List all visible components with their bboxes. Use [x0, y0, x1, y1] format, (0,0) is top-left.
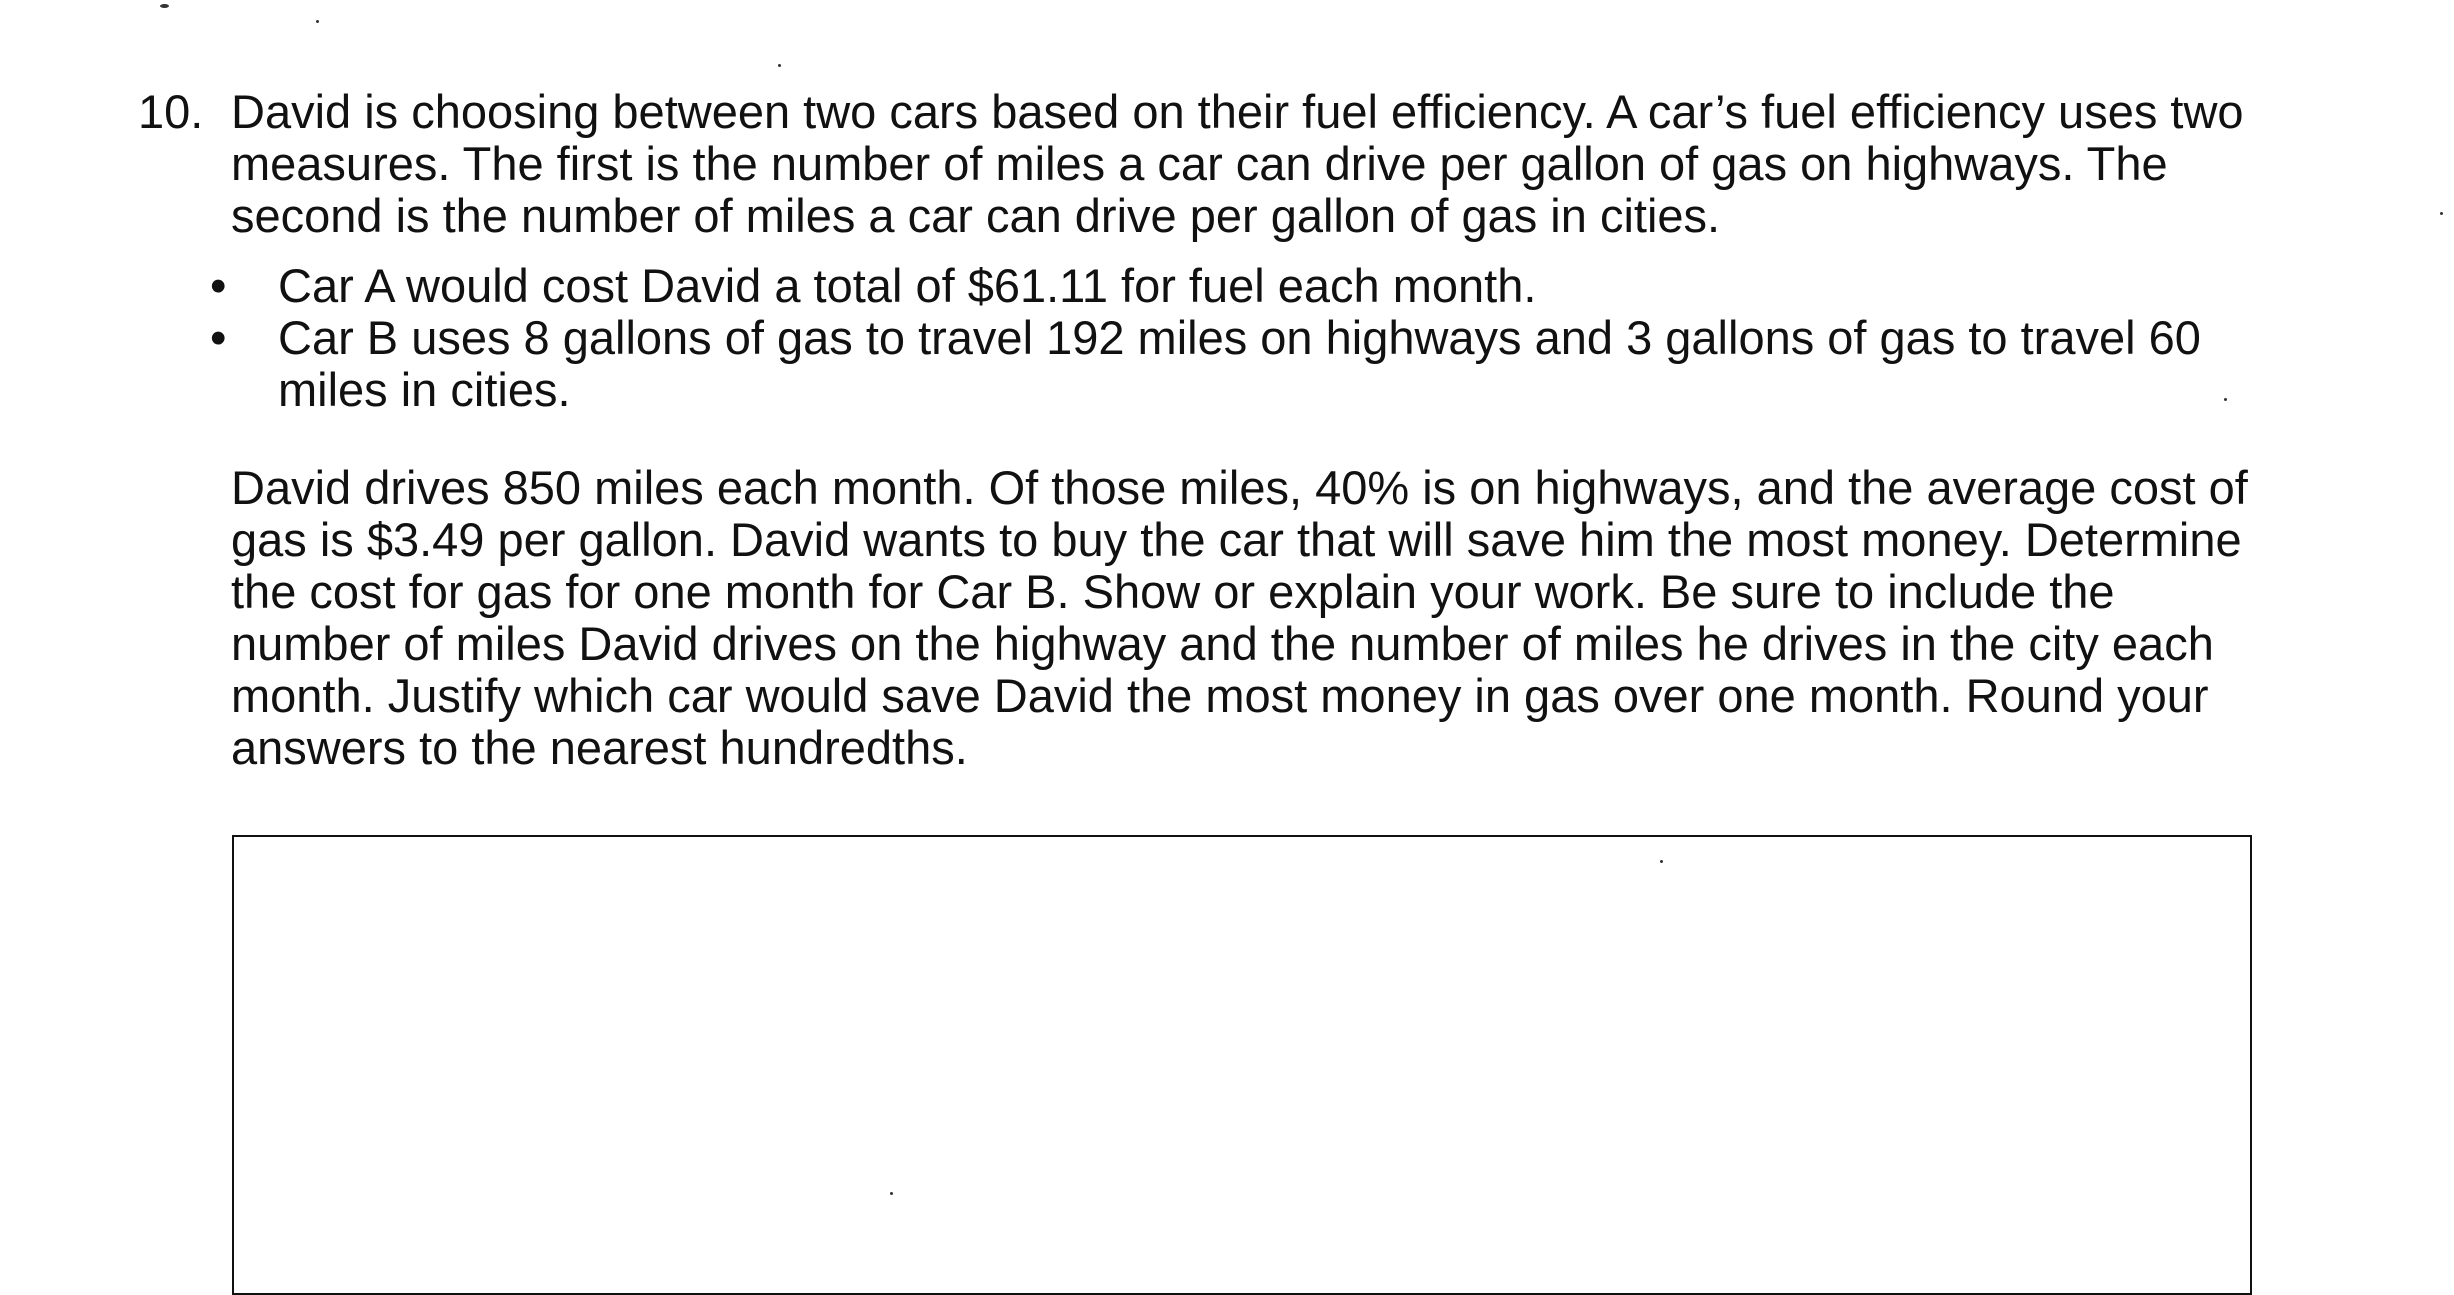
answer-box[interactable]	[232, 835, 2252, 1295]
fact-car-b: Car B uses 8 gallons of gas to travel 192 miles on highways and 3 gallons of gas to travel 60 miles in cities.	[278, 311, 2201, 416]
question-task: David drives 850 miles each month. Of those miles, 40% is on highways, and the average cost of gas is $3.49 per gallon. David wants to buy the car that will save him the most money. Determine the cost for gas for one month for Car B. Show or explain your work. Be sure to include the number of miles David drives on the highway and the number of miles he drives in the city each month. Justify which car would save David the most money in gas over one month. Round your answers to the nearest hundredths.	[231, 461, 2248, 774]
given-facts-list	[138, 260, 2268, 416]
list-item	[210, 259, 2268, 312]
question-body	[231, 86, 2268, 242]
scan-speck	[316, 20, 319, 23]
scan-speck	[778, 64, 781, 67]
question-header	[138, 86, 2268, 242]
question-number: 10.	[138, 85, 204, 138]
question-10	[138, 86, 2268, 774]
bullet-icon: •	[210, 311, 227, 364]
scan-speck	[160, 4, 169, 8]
fact-car-a: Car A would cost David a total of $61.11 for fuel each month.	[278, 259, 1537, 312]
scan-speck	[2440, 212, 2443, 215]
bullet-icon: •	[210, 259, 227, 312]
question-intro: David is choosing between two cars based on their fuel efficiency. A car’s fuel efficiency uses two measures. The first is the number of miles a car can drive per gallon of gas on highways. The second is the number of miles a car can drive per gallon of gas in cities.	[231, 85, 2244, 242]
list-item	[210, 311, 2268, 416]
